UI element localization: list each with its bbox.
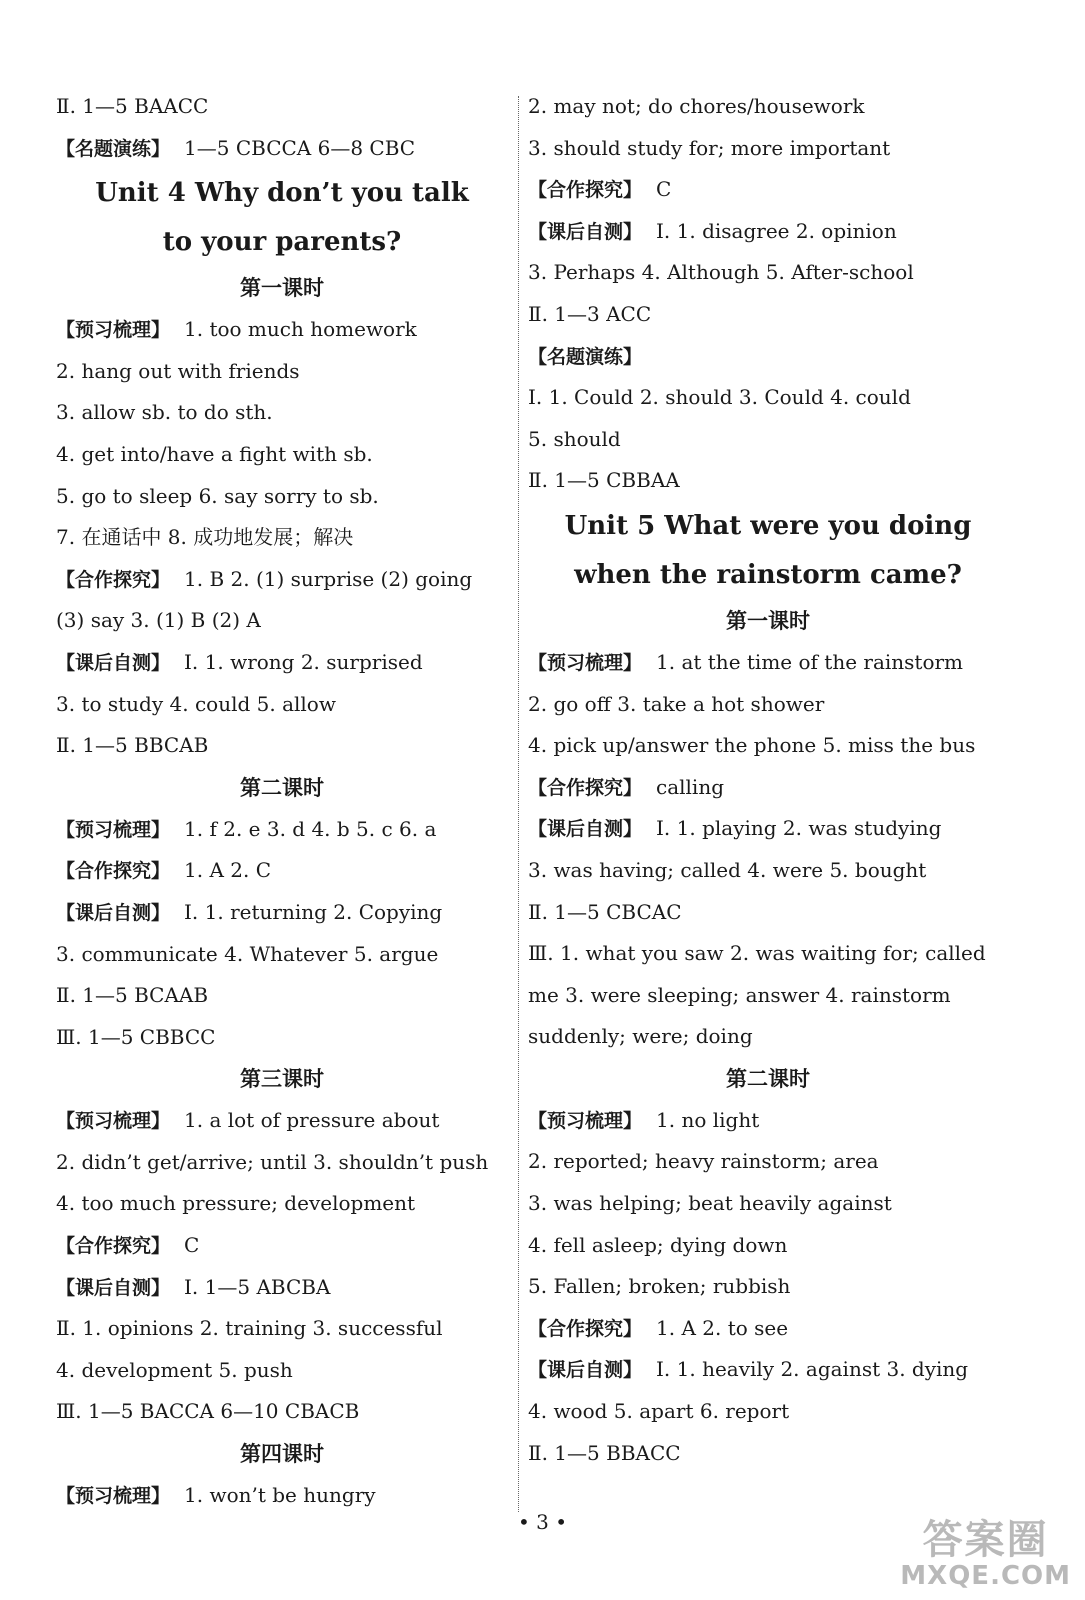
answer-text: 4. fell asleep; dying down	[528, 1232, 788, 1257]
answer-line	[528, 642, 1008, 684]
answer-line	[528, 1183, 1008, 1225]
answer-line	[528, 1349, 1008, 1391]
answer-text: 3. to study 4. could 5. allow	[56, 691, 336, 716]
answer-line	[528, 252, 1008, 294]
answer-line	[56, 642, 508, 684]
answer-text: Ⅰ. 1. wrong 2. surprised	[184, 649, 423, 674]
section-tag: 【课后自测】	[528, 1359, 643, 1382]
answer-text: C	[656, 177, 672, 202]
answer-text: 1. too much homework	[184, 317, 417, 342]
answer-text: 3. was helping; beat heavily against	[528, 1191, 892, 1216]
answer-text: 1. A 2. C	[184, 858, 271, 883]
answer-line	[528, 1100, 1008, 1142]
section-tag: 【课后自测】	[528, 220, 643, 243]
answer-text: Ⅱ. 1—5 BAACC	[56, 94, 209, 118]
section-tag: 【预习梳理】	[56, 319, 171, 342]
answer-line	[528, 419, 1008, 461]
answer-text: suddenly; were; doing	[528, 1024, 753, 1049]
answer-line	[56, 559, 508, 601]
answer-line	[528, 1141, 1008, 1183]
answer-line	[528, 975, 1008, 1017]
answer-line	[56, 975, 508, 1017]
answer-line	[56, 809, 508, 851]
answer-text: 3. should study for; more important	[528, 135, 891, 160]
lesson-heading: 第一课时	[726, 608, 810, 633]
answer-text: Ⅱ. 1—5 CBCAC	[528, 899, 682, 924]
answer-text: 2. reported; heavy rainstorm; area	[528, 1149, 879, 1174]
answer-line	[56, 1142, 508, 1184]
answer-text: 1. no light	[656, 1107, 760, 1132]
answer-text: Ⅲ. 1—5 CBBCC	[56, 1024, 216, 1049]
answer-line	[528, 892, 1008, 934]
section-tag: 【预习梳理】	[528, 1109, 643, 1132]
section-tag: 【课后自测】	[56, 1276, 171, 1299]
answer-line	[56, 1100, 508, 1142]
lesson-heading: 第三课时	[240, 1067, 324, 1092]
answer-text: 2. didn’t get/arrive; until 3. shouldn’t push	[56, 1149, 489, 1174]
answer-line	[528, 850, 1008, 892]
answer-line	[528, 86, 1008, 128]
answer-line	[528, 933, 1008, 975]
answer-line	[528, 169, 1008, 211]
answer-line	[528, 128, 1008, 170]
section-tag: 【预习梳理】	[56, 818, 171, 841]
answer-line	[528, 684, 1008, 726]
answer-text: 1. won’t be hungry	[184, 1483, 376, 1508]
answer-line	[56, 392, 508, 434]
answer-line	[56, 1183, 508, 1225]
answer-text: 5. should	[528, 426, 621, 451]
right-column	[528, 86, 1008, 1474]
answer-text: 3. Perhaps 4. Although 5. After-school	[528, 260, 914, 285]
answer-line	[528, 767, 1008, 809]
answer-line	[528, 1391, 1008, 1433]
answer-line	[528, 1016, 1008, 1058]
answer-line	[528, 1266, 1008, 1308]
answer-text: 1. at the time of the rainstorm	[656, 649, 964, 674]
answer-line	[56, 1350, 508, 1392]
unit-title: when the rainstorm came?	[574, 559, 962, 590]
answer-text: Ⅱ. 1—5 BBCAB	[56, 733, 209, 758]
unit-title: Unit 5 What were you doing	[564, 510, 972, 541]
answer-text: 4. development 5. push	[56, 1357, 293, 1382]
section-tag: 【合作探究】	[528, 776, 643, 799]
answer-line	[528, 377, 1008, 419]
answer-line	[56, 128, 508, 170]
lesson-heading: 第二课时	[726, 1066, 810, 1091]
answer-line	[56, 934, 508, 976]
answer-text: 5. go to sleep 6. say sorry to sb.	[56, 483, 379, 508]
answer-text: Ⅰ. 1. Could 2. should 3. Could 4. could	[528, 385, 911, 410]
answer-text: calling	[656, 774, 725, 799]
answer-line	[56, 892, 508, 934]
answer-line	[56, 1308, 508, 1350]
answer-line	[56, 351, 508, 393]
section-tag: 【合作探究】	[56, 860, 171, 883]
answer-line	[56, 1391, 508, 1433]
answer-line	[528, 211, 1008, 253]
answer-line	[528, 1308, 1008, 1350]
column-divider	[518, 96, 519, 1512]
answer-text: 1. B 2. (1) surprise (2) going	[184, 566, 473, 591]
answer-text: 1. a lot of pressure about	[184, 1108, 440, 1133]
answer-line	[56, 1017, 508, 1059]
answer-line	[528, 1225, 1008, 1267]
answer-text: 1. f 2. e 3. d 4. b 5. c 6. a	[184, 816, 437, 841]
section-tag: 【名题演练】	[528, 345, 643, 368]
answer-line	[56, 725, 508, 767]
answer-text: 2. go off 3. take a hot shower	[528, 691, 825, 716]
section-tag: 【预习梳理】	[528, 651, 643, 674]
answer-text: Ⅰ. 1. playing 2. was studying	[656, 816, 942, 841]
section-tag: 【课后自测】	[56, 901, 171, 924]
answer-text: Ⅰ. 1. disagree 2. opinion	[656, 218, 897, 243]
section-tag: 【课后自测】	[56, 651, 171, 674]
answer-line	[56, 309, 508, 351]
answer-line	[528, 808, 1008, 850]
answer-text: 4. wood 5. apart 6. report	[528, 1399, 790, 1424]
section-tag: 【预习梳理】	[56, 1110, 171, 1133]
left-column	[56, 86, 508, 1517]
answer-line	[56, 1225, 508, 1267]
answer-line	[528, 725, 1008, 767]
answer-text: 1. A 2. to see	[656, 1315, 789, 1340]
section-tag: 【预习梳理】	[56, 1485, 171, 1508]
answer-text: me 3. were sleeping; answer 4. rainstorm	[528, 982, 951, 1007]
section-tag: 【合作探究】	[56, 1235, 171, 1258]
section-tag: 【合作探究】	[528, 1317, 643, 1340]
unit-title: Unit 4 Why don’t you talk	[95, 178, 469, 209]
answer-text: 4. too much pressure; development	[56, 1191, 416, 1216]
answer-text: Ⅰ. 1. heavily 2. against 3. dying	[656, 1357, 969, 1382]
answer-text: C	[184, 1233, 200, 1258]
answer-line	[528, 1433, 1008, 1475]
page-number: • 3 •	[517, 1510, 568, 1534]
answer-text: 3. was having; called 4. were 5. bought	[528, 857, 927, 882]
answer-text: Ⅰ. 1. returning 2. Copying	[184, 899, 443, 924]
section-tag: 【合作探究】	[56, 568, 171, 591]
answer-text: 2. hang out with friends	[56, 358, 300, 383]
lesson-heading: 第二课时	[240, 775, 324, 800]
section-tag: 【课后自测】	[528, 818, 643, 841]
answer-text: Ⅱ. 1—5 CBBAA	[528, 468, 680, 493]
lesson-heading: 第一课时	[240, 276, 324, 301]
answer-text: Ⅲ. 1. what you saw 2. was waiting for; called	[528, 941, 986, 966]
lesson-heading: 第四课时	[240, 1442, 324, 1467]
answer-text: 5. Fallen; broken; rubbish	[528, 1274, 791, 1299]
answer-line	[528, 294, 1008, 336]
answer-text: Ⅱ. 1. opinions 2. training 3. successful	[56, 1316, 443, 1341]
answer-text: 3. communicate 4. Whatever 5. argue	[56, 941, 439, 966]
watermark-url: MXQE.COM	[900, 1561, 1071, 1591]
answer-text: Ⅱ. 1—3 ACC	[528, 301, 652, 326]
answer-text: Ⅰ. 1—5 ABCBA	[184, 1274, 331, 1299]
answer-text: 4. pick up/answer the phone 5. miss the bus	[528, 733, 976, 758]
unit-title: to your parents?	[162, 227, 402, 258]
answer-text: Ⅱ. 1—5 BCAAB	[56, 983, 209, 1008]
answer-line	[528, 460, 1008, 502]
answer-line	[56, 600, 508, 642]
section-tag: 【合作探究】	[528, 179, 643, 202]
answer-text: 4. get into/have a fight with sb.	[56, 441, 373, 466]
answer-line	[56, 517, 508, 559]
answer-text: 7. 在通话中 8. 成功地发展；解决	[56, 525, 354, 550]
answer-text: 2. may not; do chores/housework	[528, 94, 865, 118]
answer-text: Ⅱ. 1—5 BBACC	[528, 1440, 681, 1465]
answer-text: 1—5 CBCCA 6—8 CBC	[184, 135, 416, 160]
answer-line	[56, 1267, 508, 1309]
answer-text: 3. allow sb. to do sth.	[56, 400, 273, 425]
watermark	[900, 1518, 1071, 1590]
answer-text: (3) say 3. (1) B (2) A	[56, 608, 261, 633]
answer-line	[56, 850, 508, 892]
answer-line	[56, 86, 508, 128]
answer-line	[56, 476, 508, 518]
answer-text: Ⅲ. 1—5 BACCA 6—10 CBACB	[56, 1399, 360, 1424]
answer-line	[56, 434, 508, 476]
answer-line	[56, 684, 508, 726]
answer-line	[528, 336, 1008, 378]
section-tag: 【名题演练】	[56, 137, 171, 160]
watermark-logo: 答案圈	[922, 1517, 1049, 1563]
